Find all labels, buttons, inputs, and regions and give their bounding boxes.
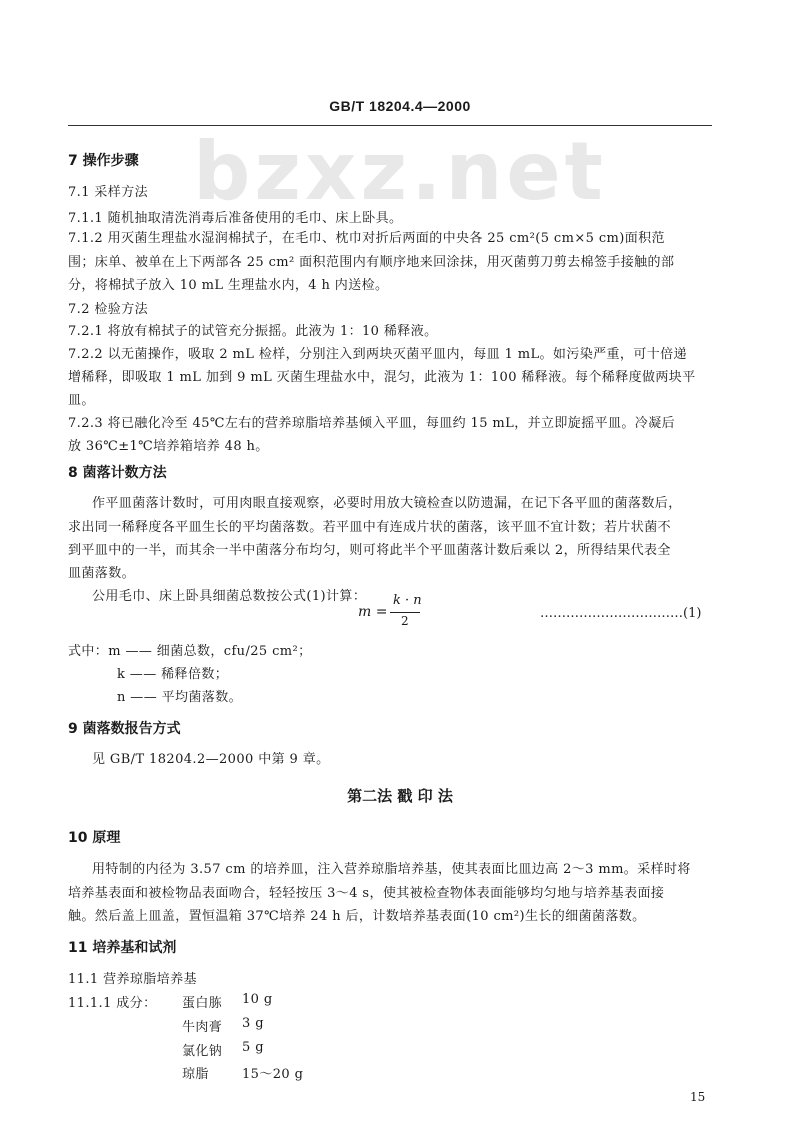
section-8-title: 8 菌落计数方法: [68, 465, 167, 481]
page-number: 15: [690, 1090, 706, 1104]
ingredient-value: 5 g: [242, 1040, 264, 1055]
section-8-para-line-2: 求出同一稀释度各平皿生长的平均菌落数。若平皿中有连成片状的菌落，该平皿不宜计数；若片状菌不: [68, 520, 672, 535]
section-7-2-3-line-2: 放 36℃±1℃培养箱培养 48 h。: [68, 439, 269, 454]
formula-numerator: k · n: [393, 593, 422, 608]
section-7-1-title: 7.1 采样方法: [68, 185, 149, 200]
watermark: bzxz.net: [193, 125, 607, 218]
ingredient-name: 牛肉膏: [182, 1020, 223, 1035]
section-7-1-1: 7.1.1 随机抽取清洗消毒后准备使用的毛巾、床上卧具。: [68, 211, 403, 226]
section-11-title: 11 培养基和试剂: [68, 940, 177, 956]
ingredient-name: 蛋白胨: [182, 996, 223, 1011]
section-7-1-2-line-2: 围；床单、被单在上下两部各 25 cm² 面积范围内有顺序地来回涂抹，用灭菌剪刀剪去棉签手接触的部: [68, 255, 675, 270]
section-11-1-1-label: 11.1.1 成分：: [68, 996, 157, 1011]
formula-fraction-bar: [390, 612, 420, 613]
formula-denominator: 2: [401, 614, 409, 628]
page-header: GB/T 18204.4—2000: [329, 98, 471, 114]
section-7-2-2-line-2: 增稀释，即吸取 1 mL 加到 9 mL 灭菌生理盐水中，混匀，此液为 1：100 稀释液。每个稀释度做两块平: [68, 370, 696, 385]
formula-intro: 公用毛巾、床上卧具细菌总数按公式(1)计算：: [92, 589, 367, 604]
section-10-para-line-2: 培养基表面和被检物品表面吻合，轻轻按压 3～4 s，使其被检查物体表面能够均匀地与培养基表面接: [68, 886, 665, 901]
section-10-title: 10 原理: [68, 830, 121, 846]
section-7-2-1: 7.2.1 将放有棉拭子的试管充分振摇。此液为 1：10 稀释液。: [68, 324, 438, 339]
section-7-1-2-line-1: 7.1.2 用灭菌生理盐水湿润棉拭子，在毛巾、枕巾对折后两面的中央各 25 cm²(5 cm×5 cm)面积范: [68, 231, 665, 246]
formula-number: ……………………………(1): [540, 606, 702, 621]
section-10-para-line-3: 触。然后盖上皿盖，置恒温箱 37℃培养 24 h 后，计数培养基表面(10 cm²)生长的细菌菌落数。: [68, 909, 646, 924]
method-2-title: 第二法 戳 印 法: [347, 787, 453, 805]
section-7-2-2-line-3: 皿。: [68, 393, 95, 408]
section-7-1-2-line-3: 分，将棉拭子放入 10 mL 生理盐水内，4 h 内送检。: [68, 278, 389, 293]
section-7-2-2-line-1: 7.2.2 以无菌操作，吸取 2 mL 检样，分别注入到两块灭菌平皿内，每皿 1 mL。如污染严重，可十倍递: [68, 347, 687, 362]
ingredient-name: 氯化钠: [182, 1044, 223, 1059]
section-11-1-title: 11.1 营养琼脂培养基: [68, 972, 197, 987]
formula-lhs: m =: [358, 604, 388, 620]
section-7-2-3-line-1: 7.2.3 将已融化冷至 45℃左右的营养琼脂培养基倾入平皿，每皿约 15 mL，并立即旋摇平皿。冷凝后: [68, 416, 675, 431]
section-9-para: 见 GB/T 18204.2—2000 中第 9 章。: [92, 752, 330, 767]
section-10-para-line-1: 用特制的内径为 3.57 cm 的培养皿，注入营养琼脂培养基，使其表面比皿边高 2～3 mm。采样时将: [92, 862, 691, 877]
where-line-2: k —— 稀释倍数；: [117, 667, 229, 682]
section-9-title: 9 菌落数报告方式: [68, 721, 181, 737]
ingredient-value: 3 g: [242, 1016, 264, 1031]
ingredient-name: 琼脂: [182, 1067, 209, 1082]
section-8-para-line-3: 到平皿中的一半，而其余一半中菌落分布均匀，则可将此半个平皿菌落计数后乘以 2，所得结果代表全: [68, 543, 671, 558]
where-line-1: 式中：m —— 细菌总数，cfu/25 cm²；: [68, 644, 312, 659]
section-7-title: 7 操作步骤: [68, 153, 139, 169]
section-8-para-line-4: 皿菌落数。: [68, 566, 136, 581]
ingredient-value: 10 g: [242, 992, 273, 1007]
where-line-3: n —— 平均菌落数。: [117, 690, 243, 705]
section-8-para-line-1: 作平皿菌落计数时，可用肉眼直接观察，必要时用放大镜检查以防遗漏，在记下各平皿的菌落数后，: [92, 496, 682, 511]
section-7-2-title: 7.2 检验方法: [68, 302, 149, 317]
ingredient-value: 15～20 g: [242, 1067, 304, 1082]
